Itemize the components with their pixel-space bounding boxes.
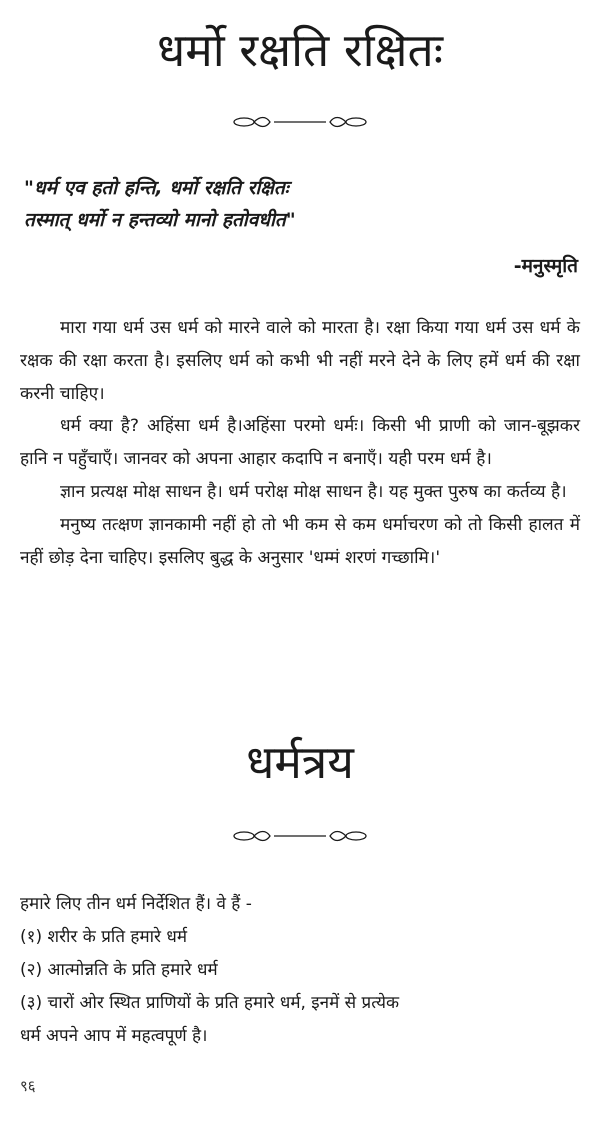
page-title: धर्मो रक्षति रक्षितः: [156, 23, 444, 77]
list-continuation: धर्म अपने आप में महत्वपूर्ण है।: [20, 1026, 208, 1046]
paragraph: ज्ञान प्रत्यक्ष मोक्ष साधन है। धर्म परोक्ष मोक्ष साधन है। यह मुक्त पुरुष का कर्तव्य है।: [60, 481, 567, 502]
list-item: (२) आत्मोन्नति के प्रति हमारे धर्म: [20, 960, 218, 980]
section-title: धर्मत्रय: [246, 735, 354, 789]
body-text: [20, 312, 580, 574]
verse-line-2: तस्मात् धर्मो न हन्तव्यो मानो हतोवधीत": [24, 209, 296, 231]
paragraph: धर्म क्या है? अहिंसा धर्म है।अहिंसा परमो धर्मः। किसी भी प्राणी को जान-बूझकर हानि न पहुँचाएँ। जानवर को अपना आहार कदापि न बनाएँ। यही परम धर्म है।: [20, 416, 580, 470]
list-item: (३) चारों ओर स्थित प्राणियों के प्रति हमारे धर्म, इनमें से प्रत्येक: [20, 993, 400, 1013]
verse-line-1: "धर्म एव हतो हन्ति, धर्मो रक्षति रक्षितः: [24, 177, 289, 199]
decorative-divider-icon: [0, 112, 600, 132]
sanskrit-verse: [24, 172, 576, 236]
dharma-list: [20, 888, 540, 1053]
list-item: (१) शरीर के प्रति हमारे धर्म: [20, 927, 187, 947]
page-number: ९६: [20, 1077, 36, 1095]
paragraph: मारा गया धर्म उस धर्म को मारने वाले को मारता है। रक्षा किया गया धर्म उस धर्म के रक्षक की रक्षा करता है। इसलिए धर्म को कभी भी नहीं मरने देने के लिए हमें धर्म की रक्षा करनी चाहिए।: [20, 318, 580, 404]
verse-source: -मनुस्मृति: [513, 255, 578, 277]
decorative-divider-icon: [0, 826, 600, 846]
paragraph: मनुष्य तत्क्षण ज्ञानकामी नहीं हो तो भी कम से कम धर्माचरण को तो किसी हालत में नहीं छोड़ देना चाहिए। इसलिए बुद्ध के अनुसार 'धम्मं शरणं गच्छामि।': [20, 514, 580, 568]
list-intro: हमारे लिए तीन धर्म निर्देशित हैं। वे हैं -: [20, 894, 252, 914]
